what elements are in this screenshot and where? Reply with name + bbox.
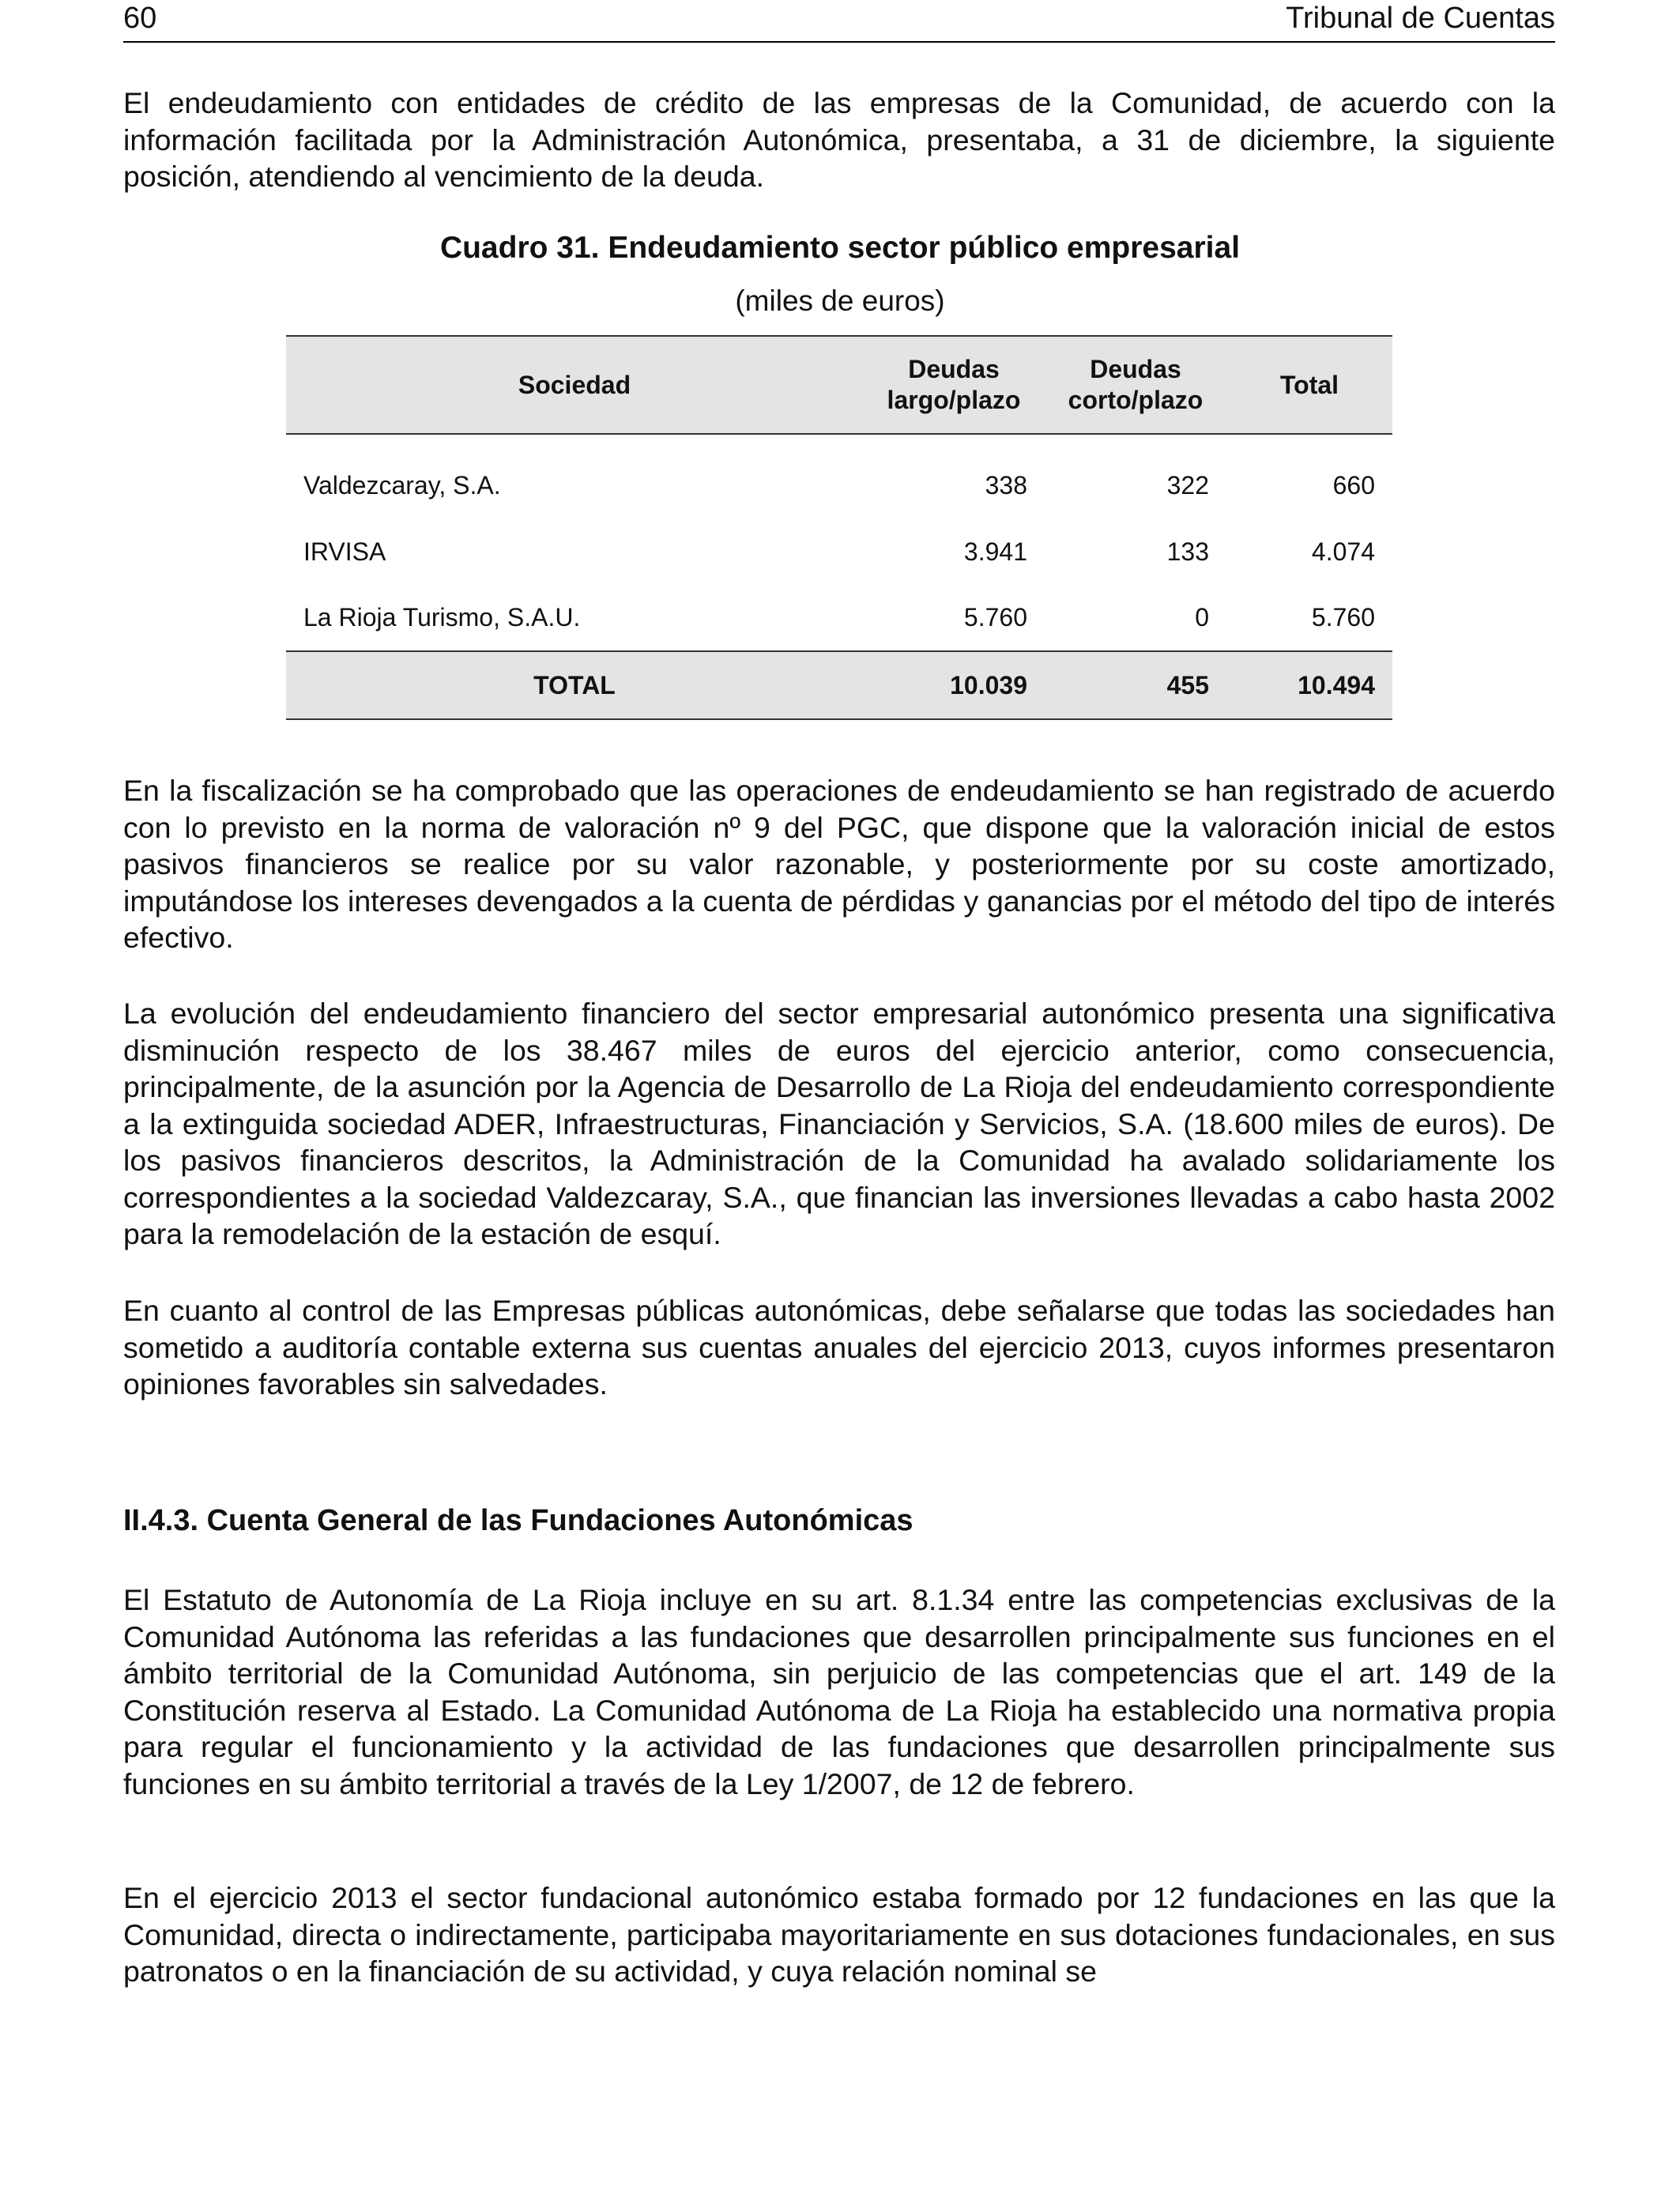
total-largo: 10.039 bbox=[863, 651, 1045, 719]
header-deudas-largo: Deudas largo/plazo bbox=[863, 336, 1045, 434]
paragraph-fiscalizacion: En la fiscalización se ha comprobado que las operaciones de endeudamiento se han registrado de acuerdo con lo previsto en la norma de valoración nº 9 del PGC, que dispone que la valoración inicial de estos pasivos financieros se realice por su valor razonable, y posteriormente por su coste amortizado, imputándose los intereses devengados a la cuenta de pérdidas y ganancias por el método del tipo de interés efectivo. bbox=[123, 774, 1555, 954]
section-heading: II.4.3. Cuenta General de las Fundaciones Autonómicas bbox=[123, 1504, 913, 1537]
row-name: Valdezcaray, S.A. bbox=[303, 471, 501, 499]
row-corto: 322 bbox=[1166, 471, 1209, 499]
total-total: 10.494 bbox=[1226, 651, 1392, 719]
row-largo: 3.941 bbox=[963, 537, 1027, 566]
header-sociedad: Sociedad bbox=[286, 336, 863, 434]
table-row bbox=[286, 585, 1392, 651]
table-row bbox=[286, 434, 1392, 519]
total-label: TOTAL bbox=[286, 651, 863, 719]
page-header bbox=[123, 0, 1555, 43]
table-total-row bbox=[286, 651, 1392, 719]
intro-paragraph: El endeudamiento con entidades de crédito de las empresas de la Comunidad, de acuerdo con la información facilitada por la Administración Autonómica, presentaba, a 31 de diciembre, la siguiente posición, atendiendo al vencimiento de la deuda. bbox=[123, 86, 1555, 193]
paragraph-estatuto: El Estatuto de Autonomía de La Rioja incluye en su art. 8.1.34 entre las competencias exclusivas de la Comunidad Autónoma las referidas a las fundaciones que desarrollen principalmente sus funciones en el ámbito territorial de la Comunidad Autónoma, sin perjuicio de las competencias que el art. 149 de la Constitución reserva al Estado. La Comunidad Autónoma de La Rioja ha establecido una normativa propia para regular el funcionamiento y la actividad de las fundaciones que desarrollen principalmente sus funciones en su ámbito territorial a través de la Ley 1/2007, de 12 de febrero. bbox=[123, 1583, 1555, 1800]
row-name: La Rioja Turismo, S.A.U. bbox=[303, 603, 581, 631]
table-units: (miles de euros) bbox=[735, 285, 945, 317]
total-corto: 455 bbox=[1045, 651, 1226, 719]
paragraph-control: En cuanto al control de las Empresas públicas autonómicas, debe señalarse que todas las sociedades han sometido a auditoría contable externa sus cuentas anuales del ejercicio 2013, cuyos informes presentaron opiniones favorables sin salvedades. bbox=[123, 1294, 1555, 1400]
header-title: Tribunal de Cuentas bbox=[1286, 2, 1555, 35]
header-total: Total bbox=[1226, 336, 1392, 434]
row-corto: 0 bbox=[1195, 603, 1209, 631]
row-total: 660 bbox=[1332, 471, 1375, 499]
row-largo: 338 bbox=[985, 471, 1027, 499]
table-caption: Cuadro 31. Endeudamiento sector público empresarial bbox=[439, 231, 1241, 265]
row-corto: 133 bbox=[1166, 537, 1209, 566]
row-largo: 5.760 bbox=[963, 603, 1027, 631]
row-name: IRVISA bbox=[303, 537, 386, 566]
row-total: 5.760 bbox=[1311, 603, 1375, 631]
header-deudas-corto: Deudas corto/plazo bbox=[1045, 336, 1226, 434]
table-header-row bbox=[286, 336, 1392, 434]
row-total: 4.074 bbox=[1311, 537, 1375, 566]
paragraph-ejercicio: En el ejercicio 2013 el sector fundacional autonómico estaba formado por 12 fundaciones en las que la Comunidad, directa o indirectamente, participaba mayoritariamente en sus dotaciones fundacionales, en sus patronatos o en la financiación de su actividad, y cuya relación nominal se bbox=[123, 1881, 1555, 1988]
page-number: 60 bbox=[123, 2, 157, 35]
debt-table bbox=[286, 335, 1392, 720]
table-row bbox=[286, 519, 1392, 585]
paragraph-evolucion: La evolución del endeudamiento financiero del sector empresarial autonómico presenta una significativa disminución respecto de los 38.467 miles de euros del ejercicio anterior, como consecuencia, principalmente, de la asunción por la Agencia de Desarrollo de La Rioja del endeudamiento correspondiente a la extinguida sociedad ADER, Infraestructuras, Financiación y Servicios, S.A. (18.600 miles de euros). De los pasivos financieros descritos, la Administración de la Comunidad ha avalado solidariamente los correspondientes a la sociedad Valdezcaray, S.A., que financian las inversiones llevadas a cabo hasta 2002 para la remodelación de la estación de esquí. bbox=[123, 997, 1555, 1250]
